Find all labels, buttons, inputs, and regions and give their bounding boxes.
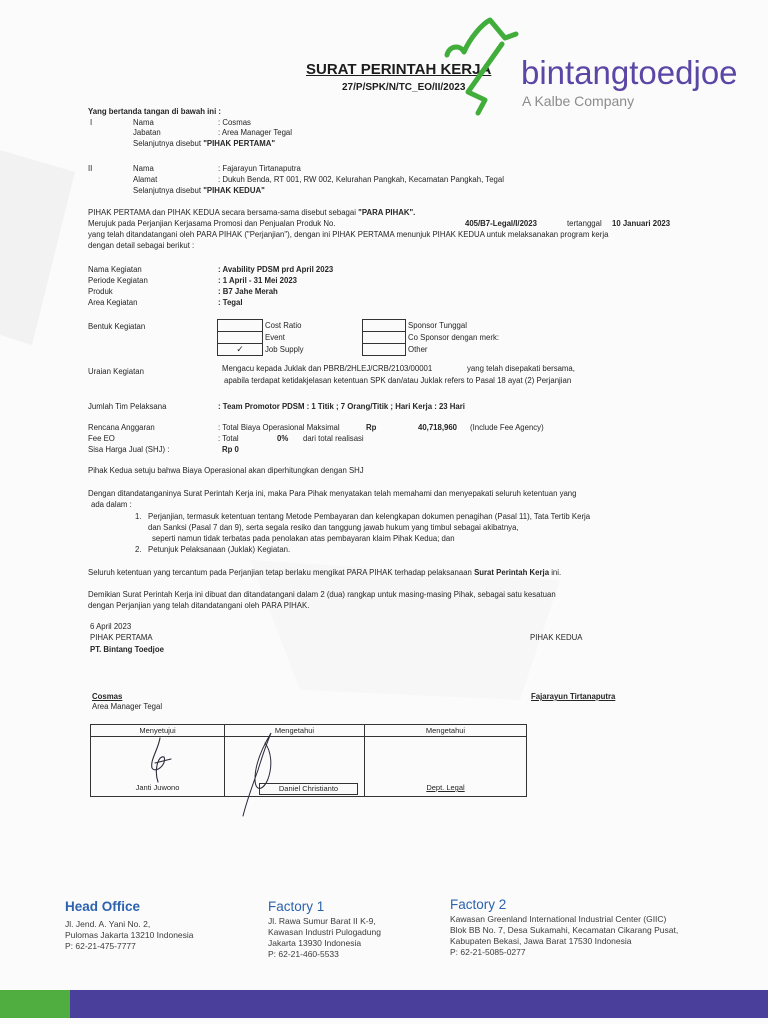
- address-phone: P: 62-21-460-5533: [268, 949, 339, 959]
- activity-product: : B7 Jahe Merah: [218, 287, 278, 296]
- brand-tagline: A Kalbe Company: [522, 93, 635, 109]
- head-office-title: Head Office: [65, 899, 141, 914]
- party-one-signature-label: PIHAK PERTAMA: [90, 633, 153, 642]
- budget-shj-value: Rp 0: [222, 445, 239, 454]
- option-label-job-supply: Job Supply: [265, 345, 304, 354]
- approval-heading: Mengetahui: [365, 725, 526, 737]
- address-line: Kawasan Greenland International Industrial Center (GIIC): [450, 914, 667, 924]
- activity-period-label: Periode Kegiatan: [88, 276, 148, 285]
- address-line: Kawasan Industri Pulogadung: [268, 927, 381, 937]
- handwritten-signatures: [90, 700, 390, 830]
- document-title: SURAT PERINTAH KERJA: [306, 61, 492, 78]
- preamble-parties-line: [88, 207, 415, 218]
- clause-1-line2: dan Sanksi (Pasal 7 dan 9), serta segala resiko dan tanggung jawab hukum yang timbul sebagai akibatnya,: [148, 523, 519, 532]
- agreement-number: 405/B7-Legal/I/2023: [465, 219, 537, 228]
- document-number: 27/P/SPK/N/TC_EO/II/2023: [342, 82, 466, 93]
- activity-type-label: Bentuk Kegiatan: [88, 322, 146, 331]
- party-one-numeral: I: [90, 118, 93, 127]
- head-office-address: [65, 919, 194, 952]
- budget-shj-label: Sisa Harga Jual (SHJ) :: [88, 445, 170, 454]
- party-two-alias-line: [133, 185, 265, 196]
- description-label: Uraian Kegiatan: [88, 367, 144, 376]
- clause-1-line3: seperti namun tidak terbatas pada penolakan atas pembayaran klaim Pihak Kedua; dan: [152, 534, 455, 543]
- party-one-position-label: Jabatan: [133, 128, 161, 137]
- option-label-other: Other: [408, 345, 428, 354]
- factory-2-address: [450, 914, 678, 958]
- clause-1-number: 1.: [135, 512, 142, 521]
- activity-type-left-checkboxes: [217, 319, 263, 356]
- checkbox-other: [363, 344, 405, 355]
- team-value: : Team Promotor PDSM : 1 Titik ; 7 Orang/Titik ; Hari Kerja : 23 Hari: [218, 402, 465, 411]
- activity-area: : Tegal: [218, 298, 243, 307]
- preamble-appointment-text: yang telah ditandatangani oleh PARA PIHAK ("Perjanjian"), dengan ini PIHAK PERTAMA menunjuk PIHAK KEDUA untuk melaksanakan program kerja: [88, 230, 609, 239]
- approver-name-text: Dept. Legal: [426, 783, 465, 792]
- approver-name: Daniel Christianto: [259, 783, 358, 795]
- factory-1-title: Factory 1: [268, 899, 325, 914]
- clause-2-line1: Petunjuk Pelaksanaan (Juklak) Kegiatan.: [148, 545, 291, 554]
- preamble-details-intro: dengan detail sebagai berikut :: [88, 241, 195, 250]
- party-one-signer-name: Cosmas: [92, 692, 123, 701]
- party-one-alias: "PIHAK PERTAMA": [203, 139, 276, 148]
- checkbox-event: [218, 332, 262, 344]
- clause-1-line1: Perjanjian, termasuk ketentuan tentang Metode Pembayaran dan kelengkapan dokumen penagihan (Pasal 11), Tata Tertib Kerja: [148, 512, 591, 521]
- address-phone: P: 62-21-475-7777: [65, 941, 136, 951]
- approval-heading: Menyetujui: [91, 725, 224, 737]
- signature-janti-juwono: [152, 738, 171, 782]
- budget-fee-percent: 0%: [277, 434, 289, 443]
- party-two-name-label: Nama: [133, 164, 154, 173]
- preamble-parties-alias: "PARA PIHAK".: [358, 208, 416, 217]
- company-name: PT. Bintang Toedjoe: [90, 645, 164, 654]
- party-one-alias-prefix: Selanjutnya disebut: [133, 139, 204, 148]
- party-two-name: : Fajarayun Tirtanaputra: [218, 164, 301, 173]
- agreement-date: 10 Januari 2023: [612, 219, 671, 228]
- party-one-position: : Area Manager Tegal: [218, 128, 292, 137]
- party-one-name: : Cosmas: [218, 118, 251, 127]
- binding-statement: [88, 567, 561, 578]
- description-line1: Mengacu kepada Juklak dan PBRB/2HLEJ/CRB/2103/00001: [222, 364, 433, 373]
- binding-text-a: Seluruh ketentuan yang tercantum pada Perjanjian tetap berlaku mengikat PARA PIHAK terhadap pelaksanaan: [88, 568, 475, 577]
- signing-date: 6 April 2023: [90, 622, 132, 631]
- preamble-parties-text: PIHAK PERTAMA dan PIHAK KEDUA secara bersama-sama disebut sebagai: [88, 208, 359, 217]
- party-two-address-label: Alamat: [133, 175, 158, 184]
- consent-line1: Dengan ditandatanganinya Surat Perintah Kerja ini, maka Para Pihak menyatakan telah memahami dan menyepakati seluruh ketentuan yang: [88, 489, 577, 498]
- budget-plan-text: : Total Biaya Operasional Maksimal: [218, 423, 340, 432]
- brand-wordmark: bintangtoedjoe: [521, 54, 738, 91]
- description-line1-suffix: yang telah disepakati bersama,: [467, 364, 575, 373]
- factory-1-address: [268, 916, 381, 960]
- party-two-signer-name: Fajarayun Tirtanaputra: [531, 692, 616, 701]
- budget-fee-label: Fee EO: [88, 434, 115, 443]
- checkbox-sponsor-tunggal: [363, 320, 405, 332]
- closing-line1: Demikian Surat Perintah Kerja ini dibuat dan ditandatangani dalam 2 (dua) rangkap untuk masing-masing Pihak, sebagai satu kesatuan: [88, 590, 556, 599]
- footer-band-purple: [70, 990, 768, 1018]
- signature-daniel-christianto: [243, 733, 271, 816]
- clause-2-number: 2.: [135, 545, 142, 554]
- activity-period: : 1 April - 31 Mei 2023: [218, 276, 298, 285]
- preamble-reference-text: Merujuk pada Perjanjian Kerjasama Promosi dan Penjualan Produk No.: [88, 219, 336, 228]
- budget-plan-note: (Include Fee Agency): [470, 423, 544, 432]
- closing-line2: dengan Perjanjian yang telah ditandatangani oleh PARA PIHAK.: [88, 601, 310, 610]
- address-line: Pulomas Jakarta 13210 Indonesia: [65, 930, 194, 940]
- watermark-shape: [250, 560, 560, 700]
- binding-text-b: Surat Perintah Kerja: [474, 568, 550, 577]
- address-phone: P: 62-21-5085-0277: [450, 947, 526, 957]
- party-two-alias-prefix: Selanjutnya disebut: [133, 186, 204, 195]
- budget-fee-note: dari total realisasi: [303, 434, 364, 443]
- party-one-signer-title: Area Manager Tegal: [92, 702, 163, 711]
- description-line2: apabila terdapat ketidakjelasan ketentuan SPK dan/atau Juklak refers to Pasal 18 ayat (2) Perjanjian: [224, 376, 572, 385]
- budget-plan-amount: 40,718,960: [418, 423, 458, 432]
- activity-name-label: Nama Kegiatan: [88, 265, 142, 274]
- party-two-alias: "PIHAK KEDUA": [203, 186, 265, 195]
- checkbox-job-supply: [218, 344, 262, 355]
- address-line: Jl. Jend. A. Yani No. 2,: [65, 919, 151, 929]
- activity-product-label: Produk: [88, 287, 113, 296]
- bintang-toedjoe-logo-icon: [430, 14, 525, 119]
- factory-2-title: Factory 2: [450, 897, 507, 912]
- budget-fee-text: : Total: [218, 434, 239, 443]
- address-line: Blok BB No. 7, Desa Sukamahi, Kecamatan Cikarang Pusat,: [450, 925, 679, 935]
- budget-plan-currency: Rp: [366, 423, 377, 432]
- activity-type-right-checkboxes: [362, 319, 406, 356]
- address-line: Jl. Rawa Sumur Barat II K-9,: [268, 916, 376, 926]
- footer-band-green: [0, 990, 70, 1018]
- address-line: Jakarta 13930 Indonesia: [268, 938, 362, 948]
- checkbox-cost-ratio: [218, 320, 262, 332]
- binding-text-c: ini.: [549, 568, 562, 577]
- approver-name: Janti Juwono: [135, 783, 180, 792]
- activity-name: : Avability PDSM prd April 2023: [218, 265, 334, 274]
- party-one-name-label: Nama: [133, 118, 154, 127]
- shj-statement: Pihak Kedua setuju bahwa Biaya Operasional akan diperhitungkan dengan SHJ: [88, 466, 364, 475]
- checkbox-co-sponsor: [363, 332, 405, 344]
- agreement-dated-label: tertanggal: [567, 219, 602, 228]
- address-line: Kabupaten Bekasi, Jawa Barat 17530 Indonesia: [450, 936, 632, 946]
- option-label-sponsor-tunggal: Sponsor Tunggal: [408, 321, 467, 330]
- intro-text: Yang bertanda tangan di bawah ini :: [88, 107, 221, 116]
- party-two-address: : Dukuh Benda, RT 001, RW 002, Kelurahan Pangkah, Kecamatan Pangkah, Tegal: [218, 175, 504, 184]
- logo-swirl: [447, 20, 516, 113]
- watermark-shape: [0, 150, 75, 345]
- option-label-co-sponsor: Co Sponsor dengan merk:: [408, 333, 500, 342]
- budget-plan-label: Rencana Anggaran: [88, 423, 155, 432]
- check-mark-icon: ✓: [236, 344, 244, 354]
- party-two-signature-label: PIHAK KEDUA: [530, 633, 583, 642]
- party-one-alias-line: [133, 138, 275, 149]
- party-two-numeral: II: [88, 164, 93, 173]
- option-label-event: Event: [265, 333, 285, 342]
- consent-line2: ada dalam :: [91, 500, 132, 509]
- team-label: Jumlah Tim Pelaksana: [88, 402, 167, 411]
- option-label-cost-ratio: Cost Ratio: [265, 321, 302, 330]
- activity-area-label: Area Kegiatan: [88, 298, 138, 307]
- approval-heading: Mengetahui: [225, 725, 364, 737]
